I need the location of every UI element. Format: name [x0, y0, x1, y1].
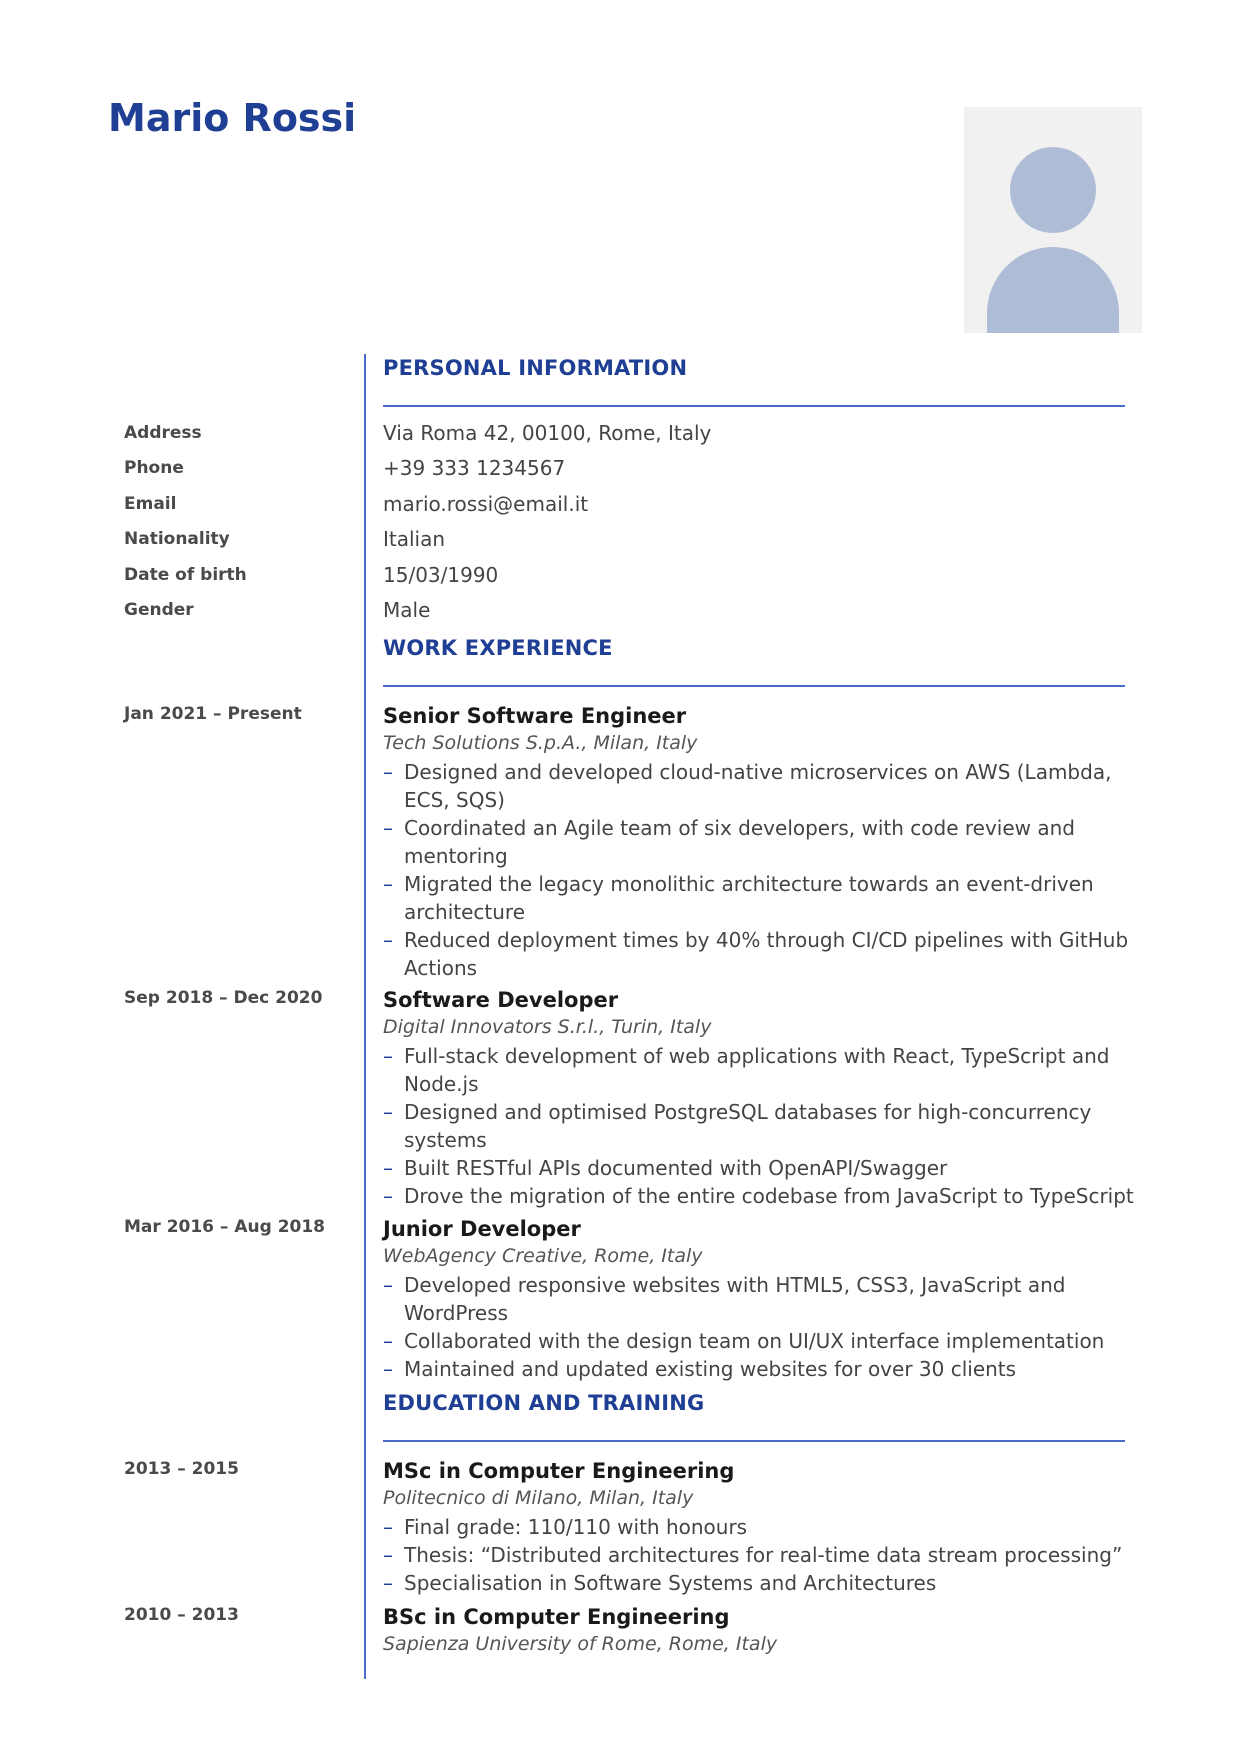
list-item: [383, 1042, 1143, 1098]
dash-bullet: –: [383, 1515, 393, 1539]
list-item-text: Final grade: 110/110 with honours: [404, 1515, 748, 1539]
list-item: [383, 870, 1143, 926]
list-item-text: Thesis: “Distributed architectures for real-time data stream processing”: [404, 1543, 1123, 1567]
value-phone: +39 333 1234567: [383, 456, 566, 480]
dash-bullet: –: [383, 1273, 393, 1297]
work-dates: Mar 2016 – Aug 2018: [124, 1217, 326, 1237]
section-rule-work: [383, 685, 1125, 687]
list-item-text: Built RESTful APIs documented with OpenAPI/Swagger: [404, 1156, 948, 1180]
job-company: WebAgency Creative, Rome, Italy: [383, 1245, 703, 1267]
degree-title: MSc in Computer Engineering: [383, 1459, 735, 1483]
list-item: [383, 1327, 1143, 1355]
list-item-text: Coordinated an Agile team of six developers, with code review and mentoring: [404, 816, 1075, 868]
dash-bullet: –: [383, 1357, 393, 1381]
education-entry: [383, 1603, 1143, 1657]
list-item-text: Migrated the legacy monolithic architecture towards an event-driven architecture: [404, 872, 1094, 924]
education-dates: 2010 – 2013: [124, 1605, 239, 1625]
value-address: Via Roma 42, 00100, Rome, Italy: [383, 421, 712, 445]
job-duties: [383, 758, 1143, 982]
dash-bullet: –: [383, 1044, 393, 1068]
value-nationality: Italian: [383, 527, 446, 551]
dash-bullet: –: [383, 1329, 393, 1353]
list-item-text: Designed and developed cloud-native microservices on AWS (Lambda, ECS, SQS): [404, 760, 1112, 812]
dash-bullet: –: [383, 1156, 393, 1180]
list-item-text: Full-stack development of web applications with React, TypeScript and Node.js: [404, 1044, 1110, 1096]
section-rule-education: [383, 1440, 1125, 1442]
work-entry: [383, 702, 1143, 982]
list-item: [383, 814, 1143, 870]
work-dates: Jan 2021 – Present: [124, 704, 302, 724]
section-title-personal: PERSONAL INFORMATION: [383, 356, 688, 380]
label-nationality: Nationality: [124, 529, 230, 549]
dash-bullet: –: [383, 760, 393, 784]
label-gender: Gender: [124, 600, 194, 620]
list-item: [383, 758, 1143, 814]
work-entry: [383, 1215, 1143, 1383]
list-item: [383, 1182, 1143, 1210]
degree-title: BSc in Computer Engineering: [383, 1605, 730, 1629]
work-entry: [383, 986, 1143, 1210]
list-item: [383, 1569, 1143, 1597]
job-title: Software Developer: [383, 988, 619, 1012]
label-date-of-birth: Date of birth: [124, 565, 247, 585]
dash-bullet: –: [383, 872, 393, 896]
dash-bullet: –: [383, 1543, 393, 1567]
value-date-of-birth: 15/03/1990: [383, 563, 499, 587]
list-item: [383, 926, 1143, 982]
avatar-head-icon: [1010, 147, 1096, 233]
work-dates: Sep 2018 – Dec 2020: [124, 988, 323, 1008]
value-gender: Male: [383, 598, 431, 622]
list-item-text: Developed responsive websites with HTML5, CSS3, JavaScript and WordPress: [404, 1273, 1066, 1325]
list-item: [383, 1271, 1143, 1327]
cv-name: Mario Rossi: [108, 96, 357, 140]
degree-institution: Politecnico di Milano, Milan, Italy: [383, 1487, 694, 1509]
label-phone: Phone: [124, 458, 184, 478]
job-company: Digital Innovators S.r.l., Turin, Italy: [383, 1016, 712, 1038]
list-item: [383, 1098, 1143, 1154]
dash-bullet: –: [383, 1184, 393, 1208]
profile-photo-placeholder: [964, 107, 1142, 333]
value-email: mario.rossi@email.it: [383, 492, 589, 516]
list-item: [383, 1154, 1143, 1182]
list-item: [383, 1355, 1143, 1383]
degree-details: [383, 1513, 1143, 1597]
list-item: [383, 1541, 1143, 1569]
section-rule-personal: [383, 405, 1125, 407]
list-item-text: Collaborated with the design team on UI/UX interface implementation: [404, 1329, 1105, 1353]
list-item-text: Maintained and updated existing websites for over 30 clients: [404, 1357, 1017, 1381]
job-company: Tech Solutions S.p.A., Milan, Italy: [383, 732, 698, 754]
section-title-education: EDUCATION AND TRAINING: [383, 1391, 705, 1415]
dash-bullet: –: [383, 928, 393, 952]
timeline-divider: [364, 354, 366, 1679]
section-title-work: WORK EXPERIENCE: [383, 636, 613, 660]
list-item-text: Designed and optimised PostgreSQL databases for high-concurrency systems: [404, 1100, 1092, 1152]
label-email: Email: [124, 494, 177, 514]
job-duties: [383, 1042, 1143, 1210]
degree-institution: Sapienza University of Rome, Rome, Italy: [383, 1633, 778, 1655]
job-title: Senior Software Engineer: [383, 704, 687, 728]
list-item-text: Specialisation in Software Systems and Architectures: [404, 1571, 937, 1595]
dash-bullet: –: [383, 1571, 393, 1595]
list-item: [383, 1513, 1143, 1541]
dash-bullet: –: [383, 816, 393, 840]
list-item-text: Drove the migration of the entire codebase from JavaScript to TypeScript: [404, 1184, 1134, 1208]
education-entry: [383, 1457, 1143, 1597]
job-title: Junior Developer: [383, 1217, 581, 1241]
education-dates: 2013 – 2015: [124, 1459, 239, 1479]
avatar-body-icon: [987, 247, 1119, 333]
label-address: Address: [124, 423, 202, 443]
dash-bullet: –: [383, 1100, 393, 1124]
list-item-text: Reduced deployment times by 40% through CI/CD pipelines with GitHub Actions: [404, 928, 1129, 980]
job-duties: [383, 1271, 1143, 1383]
